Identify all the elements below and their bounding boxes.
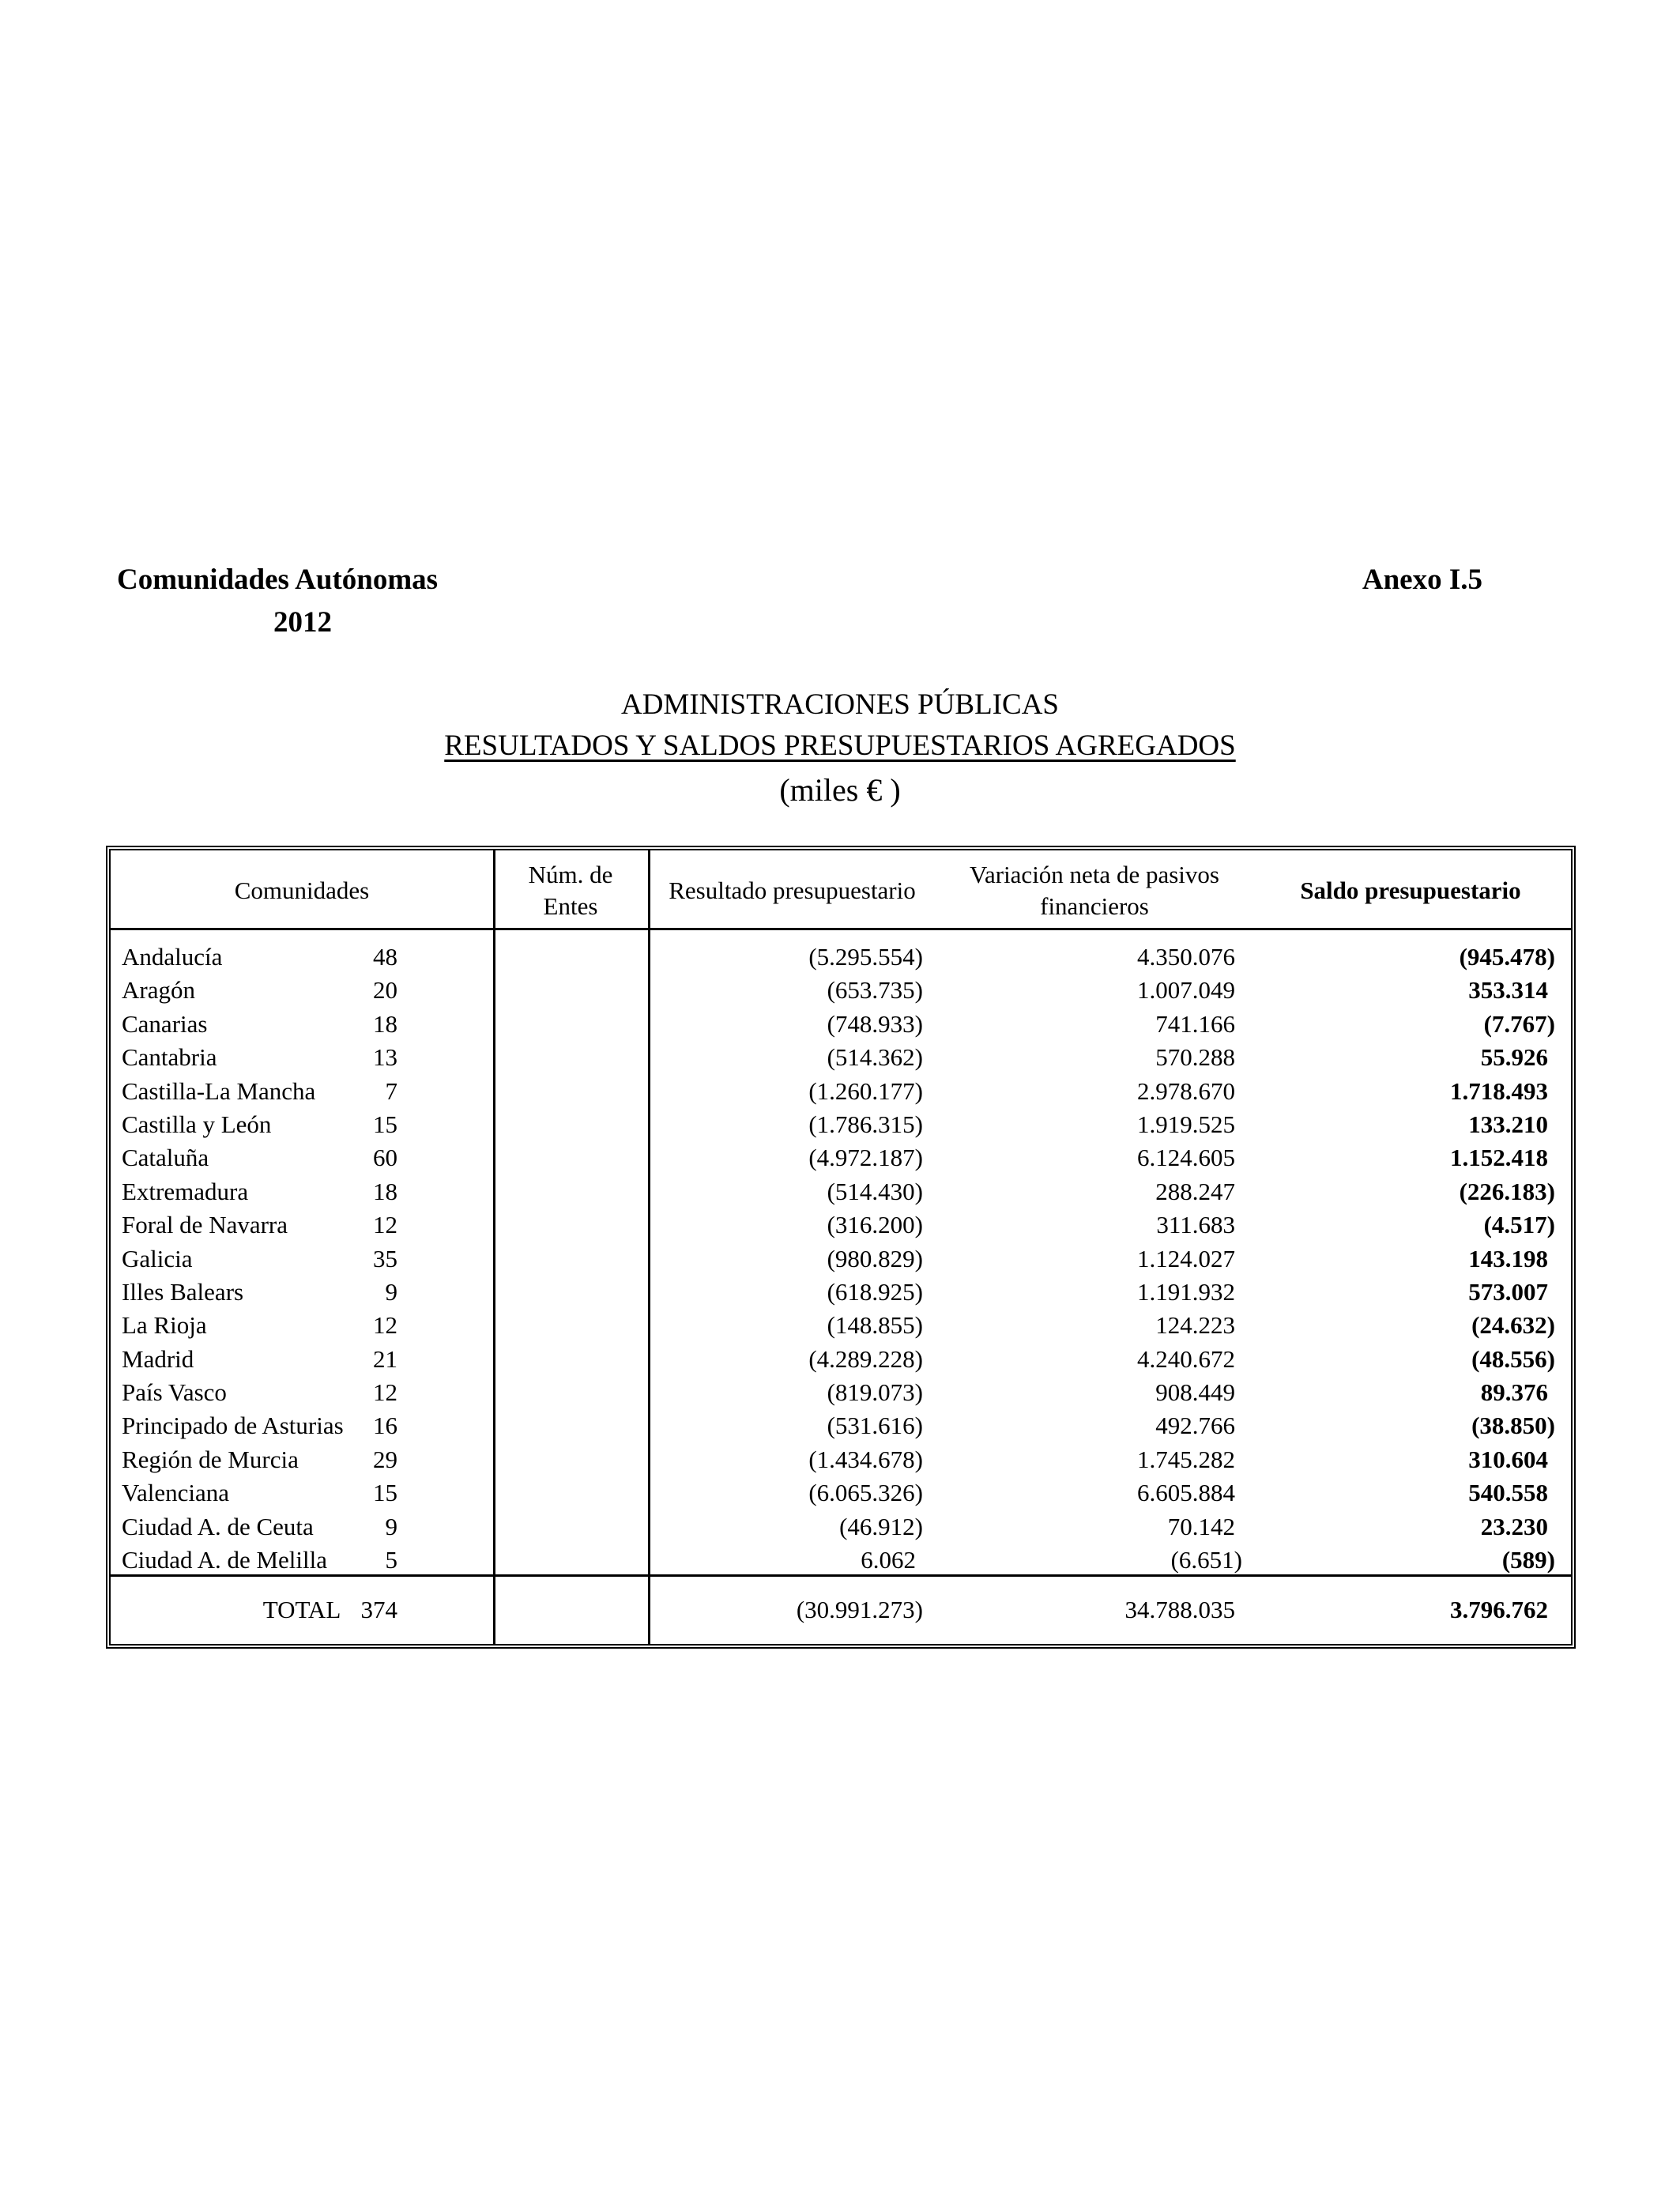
row-resultado: (618.925) xyxy=(827,1277,923,1306)
row-variacion: 1.919.525 xyxy=(1137,1110,1235,1138)
row-saldo: 89.376 xyxy=(1480,1378,1548,1407)
row-saldo: 133.210 xyxy=(1468,1110,1548,1138)
row-resultado: (148.855) xyxy=(827,1311,923,1340)
row-num-entes: 12 xyxy=(373,1311,397,1340)
table-row xyxy=(111,1208,1571,1242)
row-num-entes: 48 xyxy=(373,943,397,971)
column-header-num-entes: Núm. de Entes xyxy=(528,861,613,920)
row-saldo: (7.767) xyxy=(1483,1009,1555,1038)
header-divider xyxy=(111,928,1571,930)
row-variacion: 741.166 xyxy=(1155,1009,1235,1038)
row-variacion: 311.683 xyxy=(1156,1211,1235,1239)
row-name: Ciudad A. de Ceuta xyxy=(122,1512,314,1540)
row-variacion: 1.124.027 xyxy=(1137,1244,1235,1272)
row-variacion: 2.978.670 xyxy=(1137,1076,1235,1105)
total-row xyxy=(111,1587,1571,1633)
row-saldo: 353.314 xyxy=(1468,976,1548,1005)
row-variacion: 124.223 xyxy=(1155,1311,1235,1340)
row-saldo: (24.632) xyxy=(1471,1311,1555,1340)
row-resultado: (46.912) xyxy=(839,1512,923,1540)
table-row xyxy=(111,1008,1571,1041)
row-saldo: 310.604 xyxy=(1468,1445,1548,1473)
row-variacion: 492.766 xyxy=(1155,1412,1235,1440)
row-num-entes: 13 xyxy=(373,1043,397,1072)
row-name: Ciudad A. de Melilla xyxy=(122,1546,328,1574)
row-variacion: 4.350.076 xyxy=(1137,943,1235,971)
row-resultado: (531.616) xyxy=(827,1412,923,1440)
row-resultado: (819.073) xyxy=(827,1378,923,1407)
table-row xyxy=(111,1276,1571,1309)
total-resultado: (30.991.273) xyxy=(796,1596,923,1623)
row-saldo: 143.198 xyxy=(1468,1244,1548,1272)
table-row xyxy=(111,1141,1571,1174)
row-saldo: (4.517) xyxy=(1483,1211,1555,1239)
row-saldo: (589) xyxy=(1501,1546,1555,1574)
row-saldo: 573.007 xyxy=(1468,1277,1548,1306)
row-saldo: (38.850) xyxy=(1471,1412,1555,1440)
row-saldo: 23.230 xyxy=(1480,1512,1548,1540)
row-num-entes: 16 xyxy=(373,1412,397,1440)
row-resultado: (4.289.228) xyxy=(808,1344,923,1373)
row-name: Foral de Navarra xyxy=(122,1211,288,1239)
row-name: Illes Balears xyxy=(122,1277,244,1306)
table-row xyxy=(111,1443,1571,1476)
row-num-entes: 18 xyxy=(373,1009,397,1038)
total-label: TOTAL xyxy=(262,1596,341,1623)
row-num-entes: 20 xyxy=(373,976,397,1005)
row-num-entes: 35 xyxy=(373,1244,397,1272)
table-row xyxy=(111,1510,1571,1544)
row-resultado: 6.062 xyxy=(861,1546,916,1574)
row-name: País Vasco xyxy=(122,1378,227,1407)
row-saldo: (945.478) xyxy=(1459,943,1555,971)
annex-label: Anexo I.5 xyxy=(1362,564,1482,596)
row-variacion: 6.124.605 xyxy=(1137,1144,1235,1172)
column-header-variacion: Variación neta de pasivos financieros xyxy=(970,861,1219,920)
row-num-entes: 18 xyxy=(373,1177,397,1205)
row-resultado: (316.200) xyxy=(827,1211,923,1239)
total-variacion: 34.788.035 xyxy=(1124,1596,1235,1623)
row-num-entes: 21 xyxy=(373,1344,397,1373)
row-num-entes: 12 xyxy=(373,1211,397,1239)
row-variacion: 6.605.884 xyxy=(1137,1479,1235,1507)
row-variacion: 4.240.672 xyxy=(1137,1344,1235,1373)
row-saldo: 1.718.493 xyxy=(1450,1076,1548,1105)
column-header-saldo: Saldo presupuestario xyxy=(1300,876,1521,904)
row-name: Cataluña xyxy=(122,1144,209,1172)
row-resultado: (980.829) xyxy=(827,1244,923,1272)
row-saldo: 540.558 xyxy=(1468,1479,1548,1507)
row-resultado: (653.735) xyxy=(827,976,923,1005)
table-row xyxy=(111,1476,1571,1510)
units-label: (miles € ) xyxy=(779,772,901,808)
row-variacion: (6.651) xyxy=(1170,1546,1242,1574)
row-variacion: 1.191.932 xyxy=(1137,1277,1235,1306)
row-resultado: (514.430) xyxy=(827,1177,923,1205)
budget-table xyxy=(106,846,1576,1649)
year-label: 2012 xyxy=(273,606,332,639)
table-row xyxy=(111,1409,1571,1442)
row-variacion: 570.288 xyxy=(1155,1043,1235,1072)
row-num-entes: 9 xyxy=(385,1512,397,1540)
row-num-entes: 5 xyxy=(385,1546,397,1574)
section-title: Comunidades Autónomas xyxy=(117,564,439,596)
row-num-entes: 7 xyxy=(385,1076,397,1105)
row-saldo: (48.556) xyxy=(1471,1344,1555,1373)
row-name: Madrid xyxy=(122,1344,194,1373)
table-row xyxy=(111,1343,1571,1376)
row-name: Andalucía xyxy=(122,943,223,971)
table-row xyxy=(111,1376,1571,1409)
row-resultado: (1.434.678) xyxy=(808,1445,923,1473)
row-saldo: 55.926 xyxy=(1480,1043,1548,1072)
row-variacion: 70.142 xyxy=(1167,1512,1235,1540)
row-variacion: 908.449 xyxy=(1155,1378,1235,1407)
row-resultado: (748.933) xyxy=(827,1009,923,1038)
row-resultado: (514.362) xyxy=(827,1043,923,1072)
document-subtitle: RESULTADOS Y SALDOS PRESUPUESTARIOS AGREGADOS xyxy=(444,729,1236,762)
row-name: Galicia xyxy=(122,1244,193,1272)
total-num: 374 xyxy=(360,1596,397,1623)
row-num-entes: 29 xyxy=(373,1445,397,1473)
row-resultado: (1.786.315) xyxy=(808,1110,923,1138)
row-name: Región de Murcia xyxy=(122,1445,299,1473)
row-resultado: (4.972.187) xyxy=(808,1144,923,1172)
table-row xyxy=(111,1075,1571,1108)
row-saldo: 1.152.418 xyxy=(1450,1144,1548,1172)
column-header-comunidades: Comunidades xyxy=(234,876,370,904)
row-num-entes: 12 xyxy=(373,1378,397,1407)
row-name: Cantabria xyxy=(122,1043,217,1072)
document-title: ADMINISTRACIONES PÚBLICAS xyxy=(620,688,1060,721)
total-saldo: 3.796.762 xyxy=(1450,1596,1548,1623)
table-body xyxy=(111,941,1571,1577)
row-num-entes: 9 xyxy=(385,1277,397,1306)
row-name: Extremadura xyxy=(122,1177,249,1205)
row-name: Valenciana xyxy=(122,1479,229,1507)
row-name: La Rioja xyxy=(122,1311,207,1340)
table-row xyxy=(111,1041,1571,1074)
row-name: Castilla-La Mancha xyxy=(122,1076,316,1105)
row-variacion: 1.745.282 xyxy=(1137,1445,1235,1473)
table-row xyxy=(111,974,1571,1007)
row-resultado: (1.260.177) xyxy=(808,1076,923,1105)
row-num-entes: 60 xyxy=(373,1144,397,1172)
row-name: Castilla y León xyxy=(122,1110,272,1138)
table-row xyxy=(111,1309,1571,1342)
row-num-entes: 15 xyxy=(373,1479,397,1507)
row-resultado: (6.065.326) xyxy=(808,1479,923,1507)
column-header-resultado: Resultado presupuestario xyxy=(669,876,916,904)
table-row xyxy=(111,1108,1571,1141)
row-name: Aragón xyxy=(122,976,195,1005)
row-variacion: 288.247 xyxy=(1155,1177,1235,1205)
row-name: Principado de Asturias xyxy=(122,1412,344,1440)
row-variacion: 1.007.049 xyxy=(1137,976,1235,1005)
table-row xyxy=(111,1175,1571,1208)
row-resultado: (5.295.554) xyxy=(808,943,923,971)
row-name: Canarias xyxy=(122,1009,208,1038)
table-row xyxy=(111,1242,1571,1276)
table-row xyxy=(111,1544,1571,1577)
row-saldo: (226.183) xyxy=(1459,1177,1555,1205)
row-num-entes: 15 xyxy=(373,1110,397,1138)
table-row xyxy=(111,941,1571,974)
